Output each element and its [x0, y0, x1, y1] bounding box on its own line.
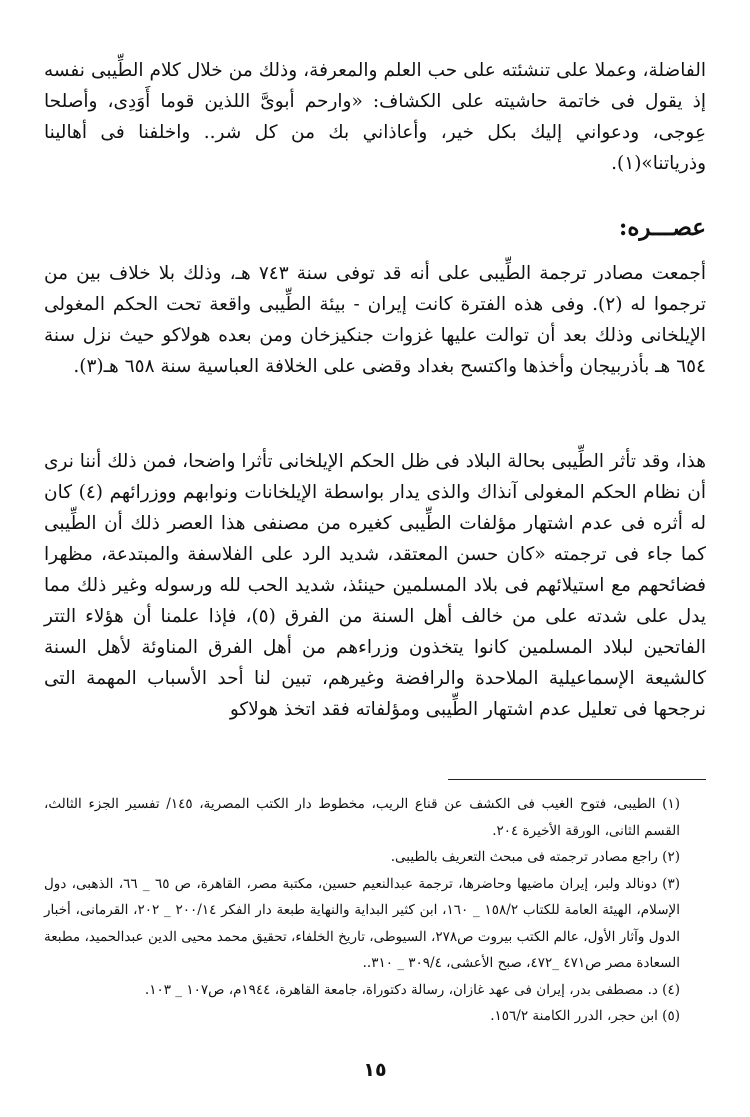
footnote-5: (٥) ابن حجر، الدرر الكامنة ١٥٦/٢.	[490, 1008, 680, 1024]
footnote-4: (٤) د. مصطفى بدر، إيران فى عهد غازان، رسالة دكتوراة، جامعة القاهرة، ١٩٤٤م، ص١٠٧ _ ١٠٣.	[144, 981, 680, 998]
footnotes	[44, 791, 706, 1030]
paragraph-block-2	[44, 258, 706, 382]
footnote-separator	[448, 779, 706, 780]
footnote-1: (١) الطيبى، فتوح الغيب فى الكشف عن قناع الريب، مخطوط دار الكتب المصرية، ١٤٥/ تفسير الجزء الثالث، القسم الثانى، الورقة الأخيرة ٢٠٤.	[44, 796, 680, 839]
paragraph-block-1	[44, 55, 706, 179]
paragraph-influence: هذا، وقد تأثر الطِّيبى بحالة البلاد فى ظل الحكم الإيلخانى تأثرا واضحا، فمن ذلك أننا نرى أن نظام الحكم المغولى آنذاك والذى يدار بواسطة الإيلخانات ونوابهم ووزرائهم (٤) كان له أثره فى عدم اشتهار مؤلفات الطِّيبى كغيره من مصنفى هذا العصر ذلك أن الطِّيبى كما جاء فى ترجمته «كان حسن المعتقد، شديد الرد على الفلاسفة والمبتدعة، مظهرا فضائحهم مع استيلائهم فى بلاد المسلمين حينئذ، شديد الحب لله ورسوله وغير ذلك مما يدل على شدته على من خالف أهل السنة من الفرق (٥)، فإذا علمنا أن هؤلاء التتر الفاتحين لبلاد المسلمين كانوا يتخذون وزراءهم من أهل الفرق المناوئة لأهل السنة كالشيعة الإسماعيلية الملاحدة والرافضة وغيرهم، تبين لنا أحد الأسباب المهمة التى نرجحها فى تعليل عدم اشتهار الطِّيبى ومؤلفاته فقد اتخذ هولاكو	[44, 451, 707, 720]
paragraph-block-3	[44, 446, 706, 725]
section-heading: عصـــره:	[618, 214, 706, 241]
paragraph-era: أجمعت مصادر ترجمة الطِّيبى على أنه قد توفى سنة ٧٤٣ هـ، وذلك بلا خلاف بين من ترجموا له (٢). وفى هذه الفترة كانت إيران - بيئة الطِّيبى واقعة تحت الحكم المغولى الإيلخانى وذلك بعد أن توالت عليها غزوات جنكيزخان ومن بعده هولاكو حيث نزل سنة ٦٥٤ هـ بأذربيجان وأخذها واكتسح بغداد وقضى على الخلافة العباسية سنة ٦٥٨ هـ(٣).	[44, 263, 706, 377]
footnote-2: (٢) راجع مصادر ترجمته فى مبحث التعريف بالطيبى.	[390, 849, 680, 865]
footnote-3: (٣) دونالد ولبر، إيران ماضيها وحاضرها، ترجمة عبدالنعيم حسين، مكتبة مصر، القاهرة، ص ٦٥ _ ٦٦، الذهبى، دول الإسلام، الهيئة العامة للكتاب ١٥٨/٢ _ ١٦٠، ابن كثير البداية والنهاية طبعة دار الفكر ٢٠٠/١٤ _ ٢٠٢، القرمانى، أخبار الدول وآثار الأول، عالم الكتب بيروت ص٢٧٨، السيوطى، تاريخ الخلفاء، تحقيق محمد محيى الدين عبدالحميد، مطبعة السعادة مصر ص٤٧١ _٤٧٢، صبح الأعشى، ٣٠٩/٤ _ ٣١٠..	[44, 875, 680, 971]
page-number: ١٥	[363, 1059, 387, 1081]
paragraph-intro: الفاضلة، وعملا على تنشئته على حب العلم والمعرفة، وذلك من خلال كلام الطِّيبى نفسه إذ يقول فى خاتمة حاشيته على الكشاف: «وارحم أبوىَّ اللذين قوما أَوَدِى، وأصلحا عِوجى، ودعواني إليك بكل خير، وأعاذاني بك من كل شر.. واخلفنا فى أهالينا وذرياتنا»(١).	[44, 60, 707, 174]
